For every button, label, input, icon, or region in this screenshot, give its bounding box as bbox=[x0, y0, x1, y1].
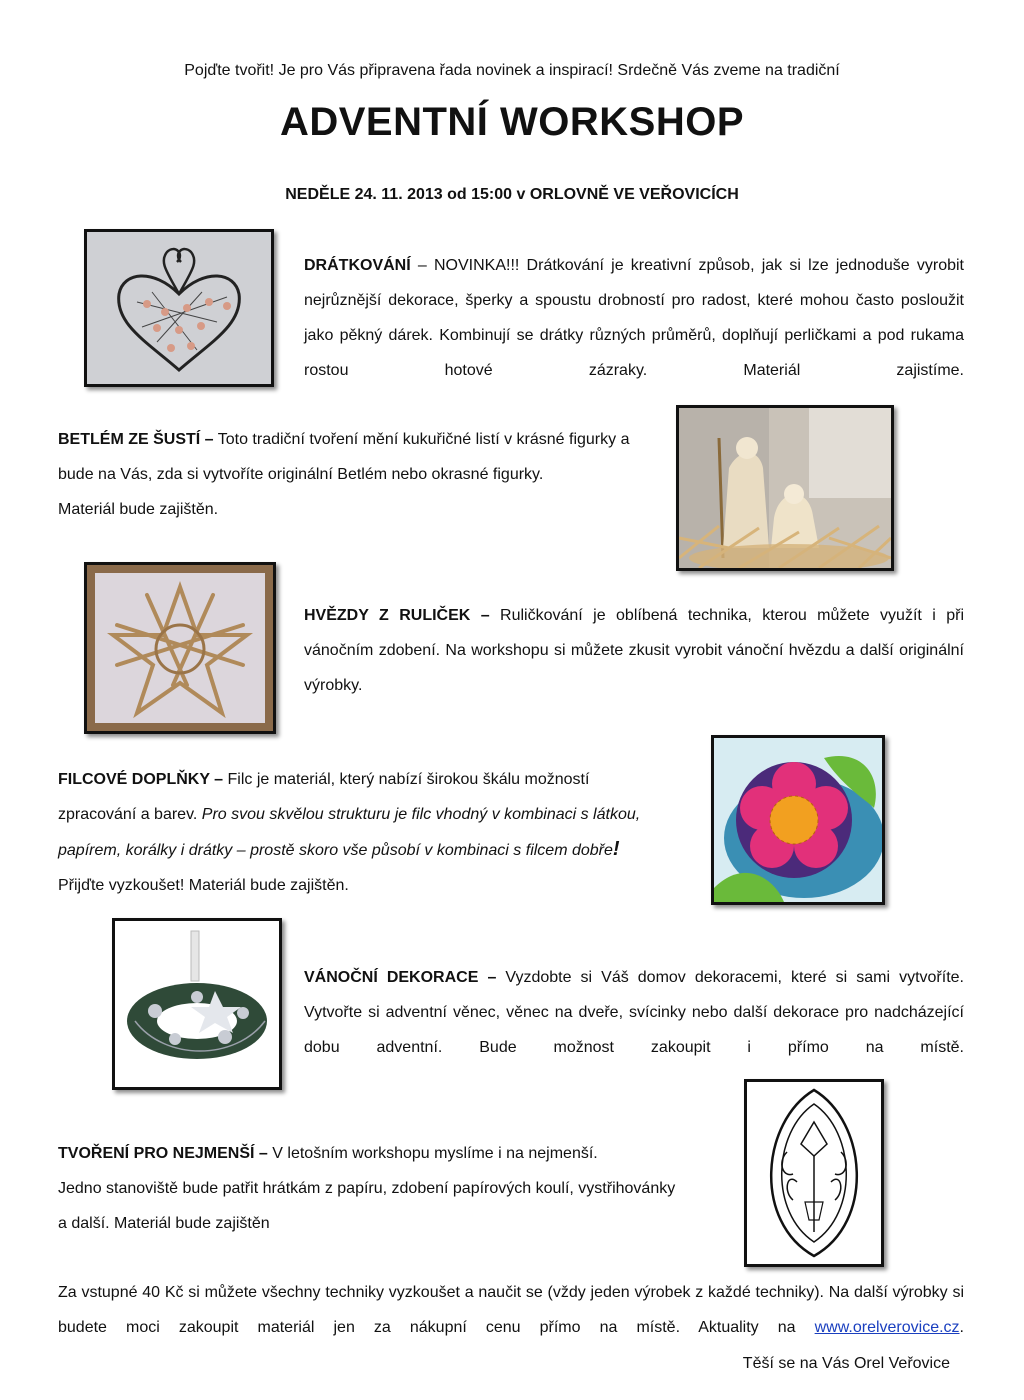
section-filc bbox=[58, 762, 718, 903]
website-link[interactable]: www.orelverovice.cz bbox=[814, 1319, 960, 1336]
betlem-line2: bude na Vás, zda si vytvoříte originální Betlém nebo okrasné figurky. bbox=[58, 466, 544, 483]
filc-line2-plain: zpracování a barev. bbox=[58, 806, 202, 823]
betlem-line3: Materiál bude zajištěn. bbox=[58, 501, 219, 518]
section-nejmensi bbox=[58, 1136, 738, 1241]
section-hvezdy bbox=[304, 598, 964, 703]
dratkovani-body: – NOVINKA!!! Drátkování je kreativní způsob, jak si lze jednoduše vyrobit nejrůznější dekorace, šperky a spoustu drobností pro radost, které mohou často posloužit jako pěkný dárek. Kombinují se drátky různých průměrů, doplňují perličkami a pod rukama rostou hotové zázraky. Materiál zajistíme. bbox=[304, 257, 964, 379]
nejmensi-line2: Jedno stanoviště bude patřit hrátkám z papíru, zdobení papírových koulí, vystřihovánky bbox=[58, 1180, 676, 1197]
paper-cut-drawing bbox=[744, 1079, 884, 1267]
section-dekorace bbox=[304, 960, 964, 1065]
nativity-photo bbox=[676, 405, 894, 571]
filc-line3-italic: papírem, korálky i drátky – prostě skoro vše působí v kombinaci s filcem dobře bbox=[58, 842, 613, 859]
intro-text: Pojďte tvořit! Je pro Vás připravena řada novinek a inspirací! Srdečně Vás zveme na tradiční bbox=[184, 62, 840, 79]
section-betlem bbox=[58, 422, 668, 527]
straw-star-photo bbox=[84, 562, 276, 734]
filc-line2-italic: Pro svou skvělou strukturu je filc vhodný v kombinaci s látkou, bbox=[201, 806, 641, 823]
signature: Těší se na Vás Orel Veřovice bbox=[742, 1355, 950, 1372]
page-title: ADVENTNÍ WORKSHOP bbox=[279, 100, 745, 144]
betlem-line1: Toto tradiční tvoření mění kukuřičné listí v krásné figurky a bbox=[213, 431, 630, 448]
dekorace-body: Vyzdobte si Váš domov dekoracemi, které si sami vytvoříte. Vytvořte si adventní věnec, věnec na dveře, svícinky nebo další dekorace pro nadcházející dobu adventní. Bude možnost zakoupit i přímo na místě. bbox=[304, 969, 964, 1056]
footer-end: . bbox=[959, 1319, 964, 1336]
felt-flower-photo bbox=[711, 735, 885, 905]
footer-text: Za vstupné 40 Kč si můžete všechny techniky vyzkoušet a naučit se (vždy jeden výrobek z každé techniky). Na další výrobky si budete moci zakoupit materiál jen za nákupní cenu přímo na místě. Aktuality na bbox=[58, 1284, 964, 1336]
betlem-heading: BETLÉM ZE ŠUSTÍ – bbox=[58, 431, 214, 448]
filc-line4: Přijďte vyzkoušet! Materiál bude zajištěn. bbox=[58, 877, 349, 894]
hvezdy-heading: HVĚZDY Z RULIČEK – bbox=[304, 607, 490, 624]
nejmensi-line3: a další. Materiál bude zajištěn bbox=[58, 1215, 270, 1232]
wire-heart-photo bbox=[84, 229, 274, 387]
nejmensi-heading: TVOŘENÍ PRO NEJMENŠÍ – bbox=[58, 1145, 268, 1162]
nejmensi-line1: V letošním workshopu myslíme i na nejmenší. bbox=[267, 1145, 598, 1162]
dratkovani-heading: DRÁTKOVÁNÍ bbox=[304, 257, 411, 274]
filc-heading: FILCOVÉ DOPLŇKY – bbox=[58, 771, 224, 788]
filc-line3-mark: ! bbox=[612, 838, 620, 860]
advent-wreath-photo bbox=[112, 918, 282, 1090]
event-date-line: NEDĚLE 24. 11. 2013 od 15:00 v ORLOVNĚ VE VEŘOVICÍCH bbox=[285, 186, 739, 203]
section-dratkovani bbox=[304, 248, 964, 388]
hvezdy-body: Ruličkování je oblíbená technika, kterou můžete využít i při vánočním zdobení. Na workshopu si můžete zkusit vyrobit vánoční hvězdu a další originální výrobky. bbox=[304, 607, 965, 694]
footer-paragraph bbox=[58, 1275, 964, 1345]
dekorace-heading: VÁNOČNÍ DEKORACE – bbox=[304, 969, 497, 986]
filc-line1: Filc je materiál, který nabízí širokou škálu možností bbox=[223, 771, 590, 788]
